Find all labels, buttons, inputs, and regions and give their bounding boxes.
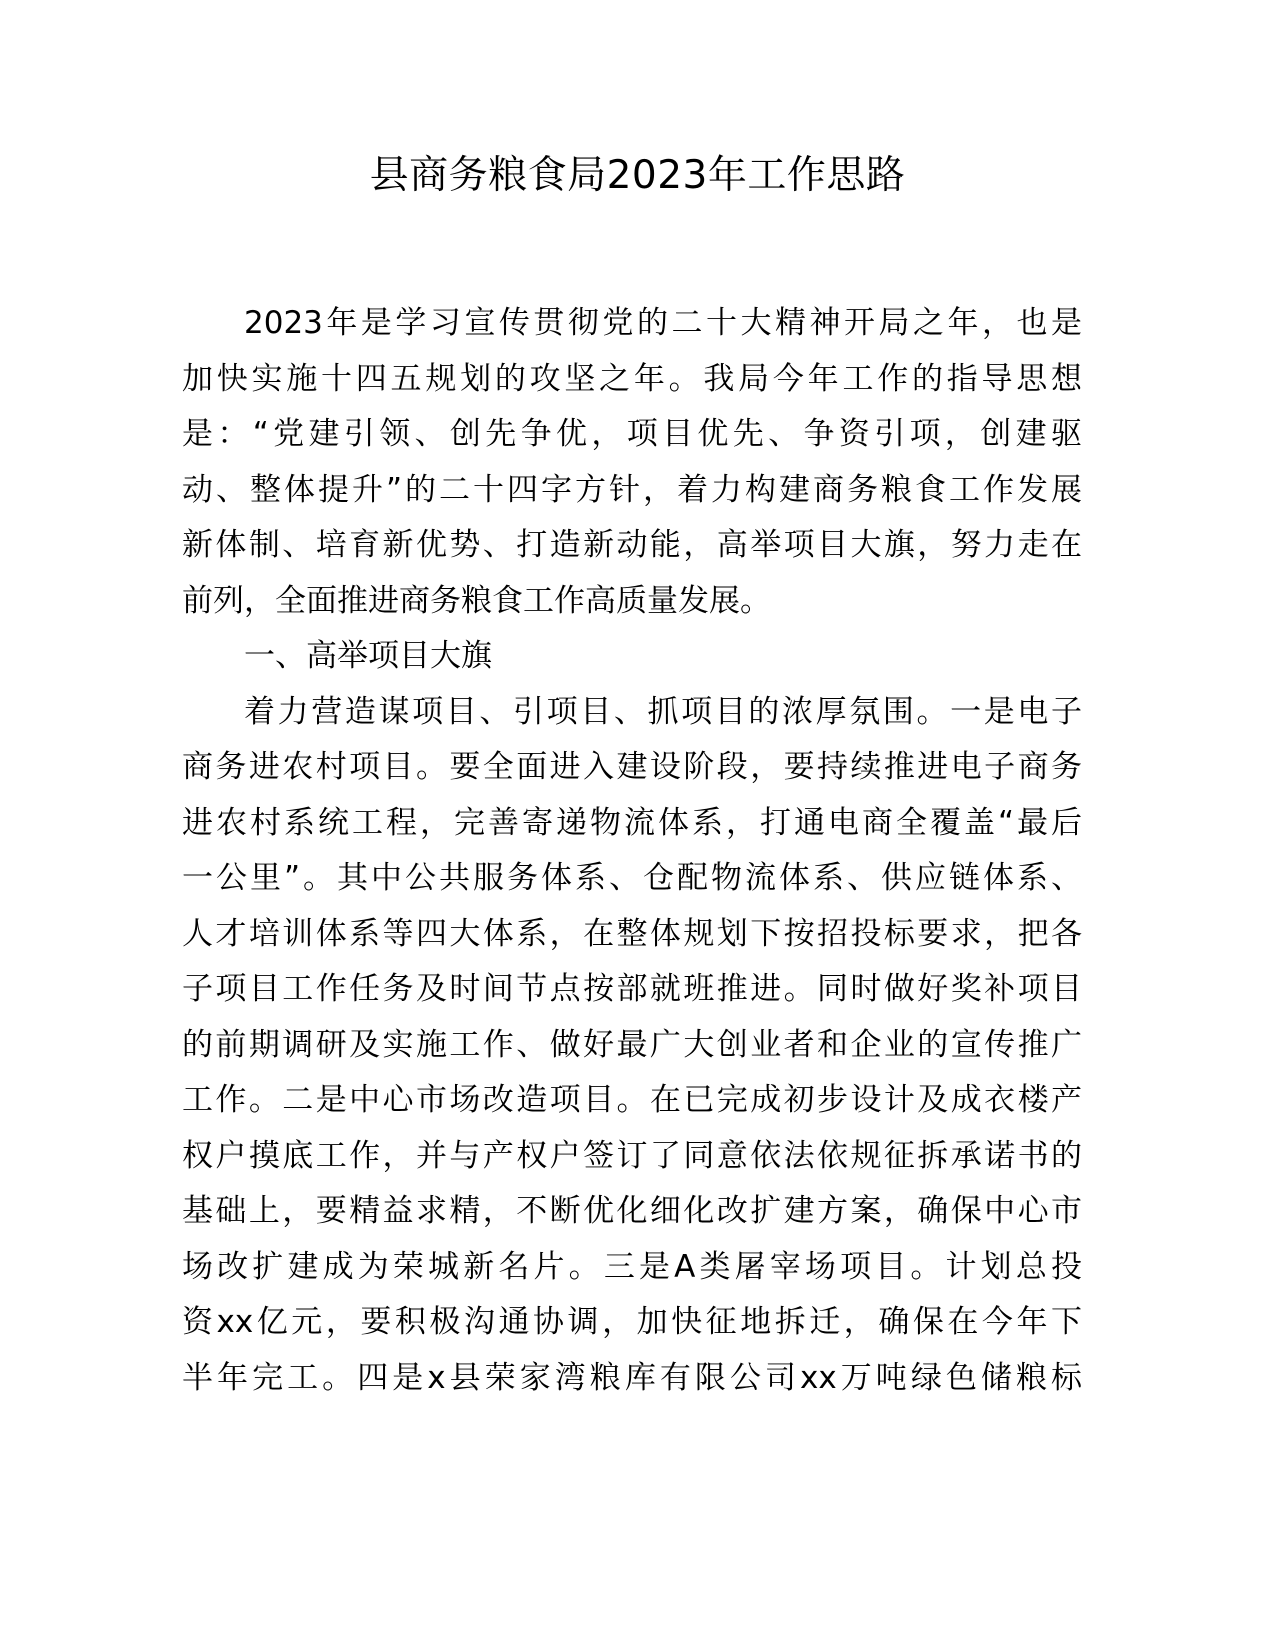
paragraph-line: 商务进农村项目。要全面进入建设阶段，要持续推进电子商务 xyxy=(182,749,1082,785)
section-heading: 一、高举项目大旗 xyxy=(244,638,492,674)
document-body xyxy=(182,296,1082,1406)
paragraph-line: 子项目工作任务及时间节点按部就班推进。同时做好奖补项目 xyxy=(182,971,1082,1007)
paragraph-line: 新体制、培育新优势、打造新动能，高举项目大旗，努力走在 xyxy=(182,527,1082,563)
paragraph-line: 权户摸底工作，并与产权户签订了同意依法依规征拆承诺书的 xyxy=(182,1137,1082,1174)
document-title: 县商务粮食局2023年工作思路 xyxy=(369,153,906,198)
paragraph-line: 前列，全面推进商务粮食工作高质量发展。 xyxy=(182,582,771,619)
paragraph-line: 场改扩建成为荣城新名片。三是A类屠宰场项目。计划总投 xyxy=(182,1248,1082,1285)
paragraph-line: 是：“党建引领、创先争优，项目优先、争资引项，创建驱 xyxy=(182,416,1082,452)
paragraph-line: 半年完工。四是x县荣家湾粮库有限公司xx万吨绿色储粮标 xyxy=(182,1359,1082,1396)
paragraph-line: 的前期调研及实施工作、做好最广大创业者和企业的宣传推广 xyxy=(182,1026,1082,1063)
paragraph-line: 一公里”。其中公共服务体系、仓配物流体系、供应链体系、 xyxy=(182,860,1082,896)
paragraph-line: 动、整体提升”的二十四字方针，着力构建商务粮食工作发展 xyxy=(182,471,1082,508)
paragraph-line: 2023年是学习宣传贯彻党的二十大精神开局之年，也是 xyxy=(244,305,1082,341)
paragraph-line: 人才培训体系等四大体系，在整体规划下按招投标要求，把各 xyxy=(182,915,1082,952)
paragraph-line: 基础上，要精益求精，不断优化细化改扩建方案，确保中心市 xyxy=(182,1193,1082,1229)
paragraph-line: 加快实施十四五规划的攻坚之年。我局今年工作的指导思想 xyxy=(182,360,1082,397)
paragraph-line: 着力营造谋项目、引项目、抓项目的浓厚氛围。一是电子 xyxy=(244,693,1082,730)
paragraph-line: 资xx亿元，要积极沟通协调，加快征地拆迁，确保在今年下 xyxy=(182,1304,1082,1340)
paragraph-line: 进农村系统工程，完善寄递物流体系，打通电商全覆盖“最后 xyxy=(182,804,1082,841)
paragraph-line: 工作。二是中心市场改造项目。在已完成初步设计及成衣楼产 xyxy=(182,1082,1082,1118)
